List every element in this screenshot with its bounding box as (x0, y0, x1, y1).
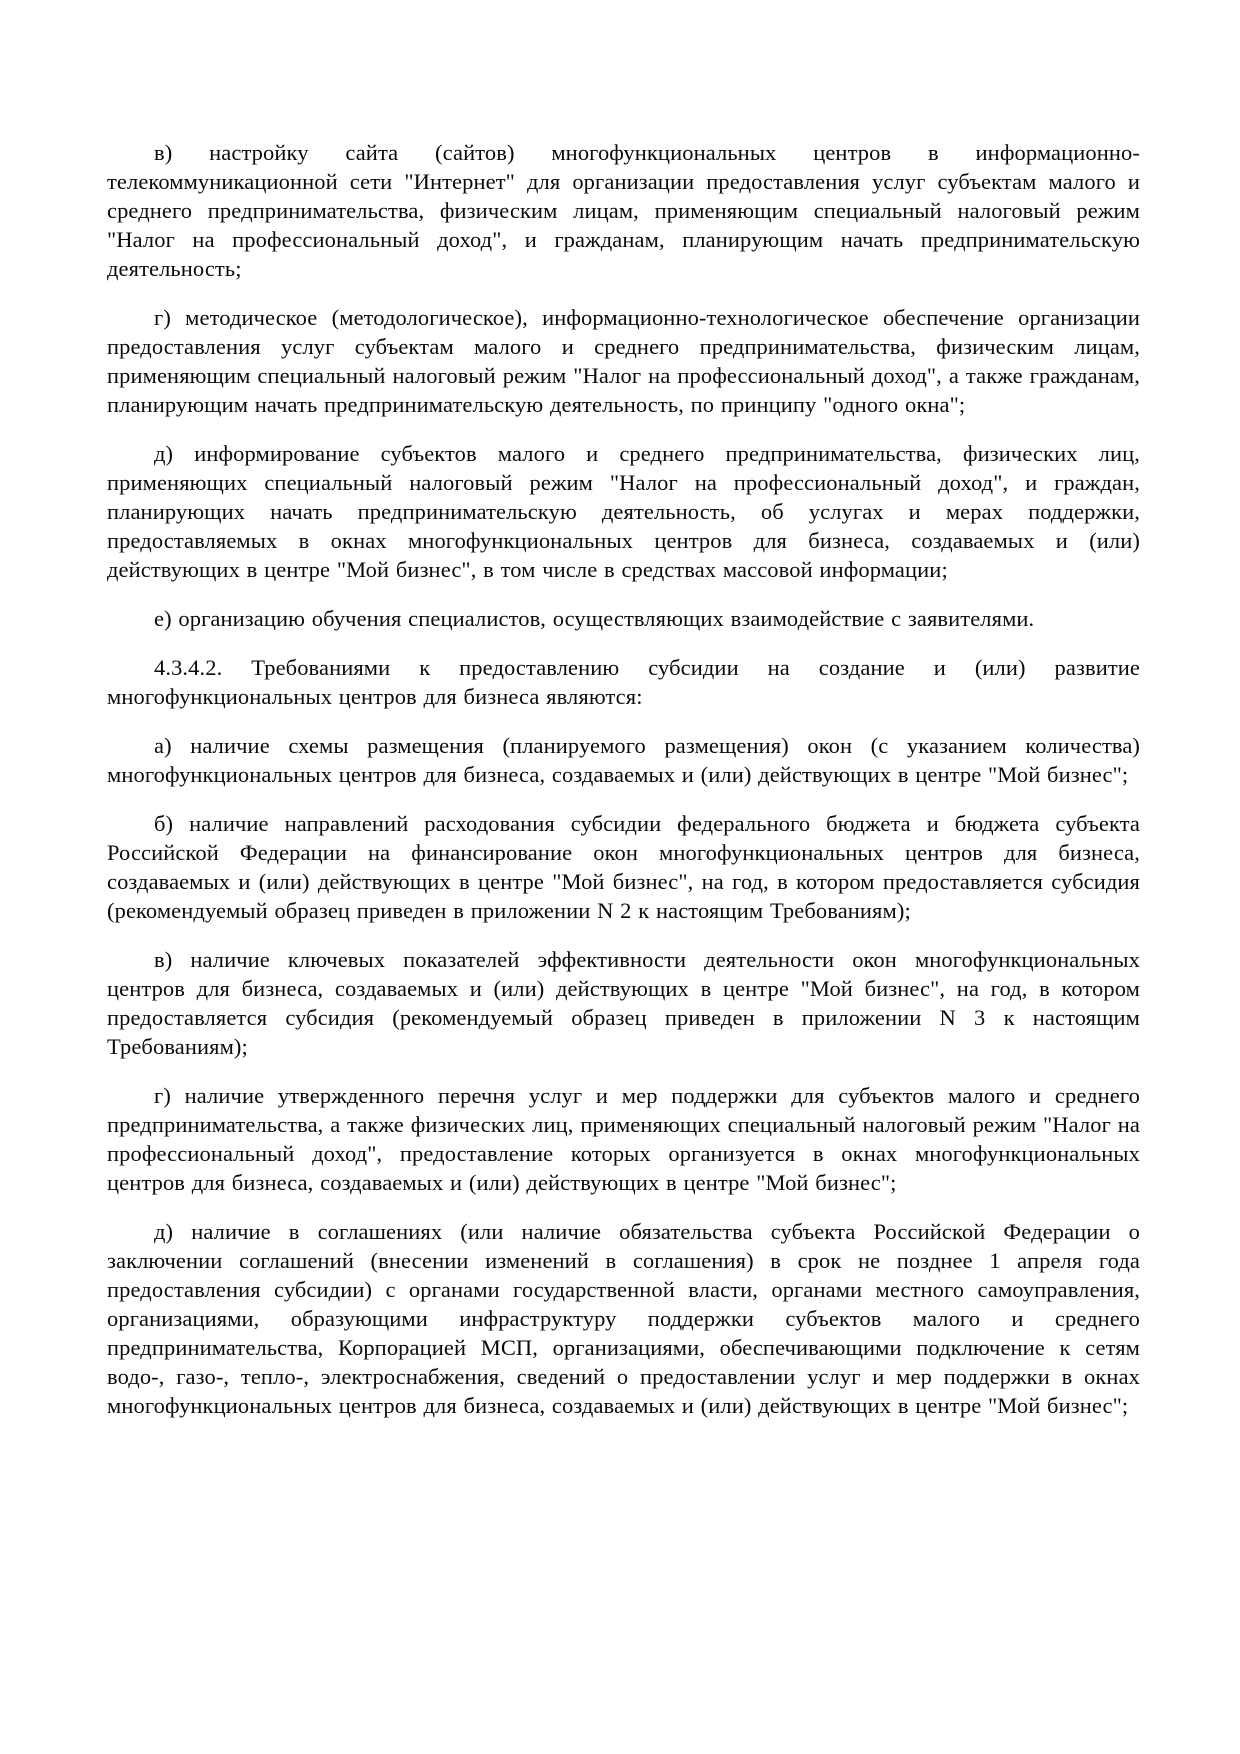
paragraph-g-methodical: г) методическое (методологическое), информационно-технологическое обеспечение организации предоставления услуг субъектам малого и среднего предпринимательства, физическим лицам, применяющим специальный налоговый режим "Налог на профессиональный доход", а также гражданам, планирующим начать предпринимательскую деятельность, по принципу "одного окна"; (107, 305, 1140, 417)
paragraph-b-subsidy-directions: б) наличие направлений расходования субсидии федерального бюджета и бюджета субъекта Российской Федерации на финансирование окон многофункциональных центров для бизнеса, создаваемых и (или) действующих в центре "Мой бизнес", на год, в котором предоставляется субсидия (рекомендуемый образец приведен в приложении N 2 к настоящим Требованиям); (107, 811, 1140, 923)
paragraph-a-placement-scheme: а) наличие схемы размещения (планируемого размещения) окон (с указанием количества) многофункциональных центров для бизнеса, создаваемых и (или) действующих в центре "Мой бизнес"; (107, 733, 1140, 787)
document-text-block (107, 138, 1140, 1420)
paragraph-d-agreements: д) наличие в соглашениях (или наличие обязательства субъекта Российской Федерации о заключении соглашений (внесении изменений в соглашения) в срок не позднее 1 апреля года предоставления субсидии) с органами государственной власти, органами местного самоуправления, организациями, образующими инфраструктуру поддержки субъектов малого и среднего предпринимательства, Корпорацией МСП, организациями, обеспечивающими подключение к сетям водо-, газо-, тепло-, электроснабжения, сведений о предоставлении услуг и мер поддержки в окнах многофункциональных центров для бизнеса, создаваемых и (или) действующих в центре "Мой бизнес"; (107, 1219, 1140, 1418)
paragraph-g-services-list: г) наличие утвержденного перечня услуг и мер поддержки для субъектов малого и среднего предпринимательства, а также физических лиц, применяющих специальный налоговый режим "Налог на профессиональный доход", предоставление которых организуется в окнах многофункциональных центров для бизнеса, создаваемых и (или) действующих в центре "Мой бизнес"; (107, 1083, 1140, 1195)
paragraph-v-site-setup: в) настройку сайта (сайтов) многофункциональных центров в информационно-телекоммуникационной сети "Интернет" для организации предоставления услуг субъектам малого и среднего предпринимательства, физическим лицам, применяющим специальный налоговый режим "Налог на профессиональный доход", и гражданам, планирующим начать предпринимательскую деятельность; (107, 140, 1140, 281)
paragraph-v-kpi: в) наличие ключевых показателей эффективности деятельности окон многофункциональных центров для бизнеса, создаваемых и (или) действующих в центре "Мой бизнес", на год, в котором предоставляется субсидия (рекомендуемый образец приведен в приложении N 3 к настоящим Требованиям); (107, 947, 1140, 1059)
paragraph-e-training: е) организацию обучения специалистов, осуществляющих взаимодействие с заявителями. (154, 606, 1035, 631)
section-heading-4-3-4-2: 4.3.4.2. Требованиями к предоставлению субсидии на создание и (или) развитие многофункциональных центров для бизнеса являются: (107, 655, 1140, 709)
paragraph-d-informing: д) информирование субъектов малого и среднего предпринимательства, физических лиц, применяющих специальный налоговый режим "Налог на профессиональный доход", и граждан, планирующих начать предпринимательскую деятельность, об услугах и мерах поддержки, предоставляемых в окнах многофункциональных центров для бизнеса, создаваемых и (или) действующих в центре "Мой бизнес", в том числе в средствах массовой информации; (107, 441, 1140, 582)
